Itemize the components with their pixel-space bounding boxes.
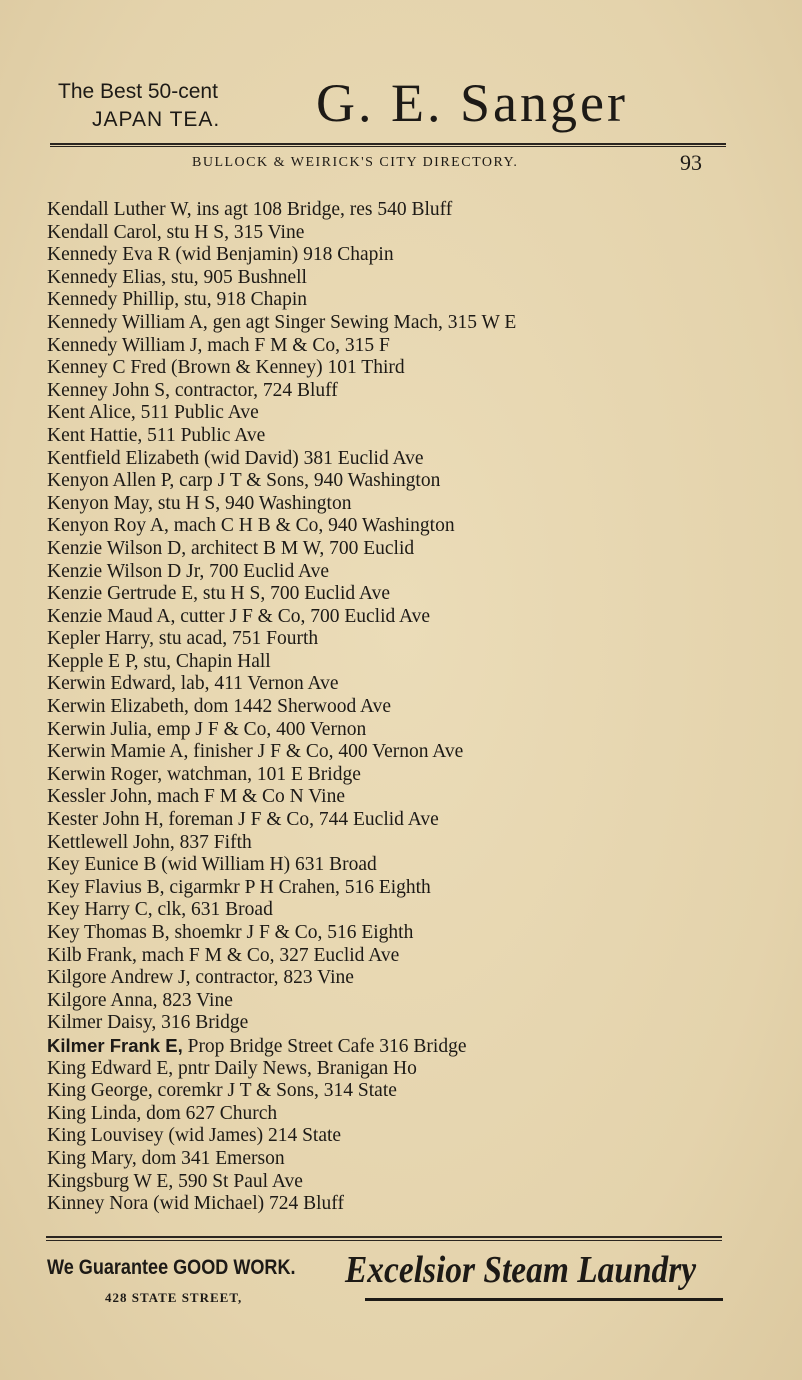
entry: Kenzie Wilson D Jr, 700 Euclid Ave [47, 560, 330, 582]
entry: Kilmer Daisy, 316 Bridge [47, 1012, 249, 1034]
entry: Kerwin Mamie A, finisher J F & Co, 400 Vernon Ave [47, 741, 464, 763]
ad-line-2: JAPAN TEA. [92, 108, 221, 131]
bold-entry [47, 1035, 767, 1058]
brand-name: G. E. Sanger [316, 73, 628, 133]
entry: Kettlewell John, 837 Fifth [47, 831, 252, 853]
ad-line-1: The Best 50-cent [58, 80, 218, 103]
entry: Kenzie Wilson D, architect B M W, 700 Euclid [47, 537, 415, 559]
entry: Kennedy William J, mach F M & Co, 315 F [47, 334, 390, 356]
footer-rule-thin [46, 1240, 722, 1241]
entry: Kent Alice, 511 Public Ave [47, 402, 259, 424]
entry: Kenyon Allen P, carp J T & Sons, 940 Washington [47, 470, 441, 492]
entry: Kennedy William A, gen agt Singer Sewing Mach, 315 W E [47, 311, 517, 333]
entry: King George, coremkr J T & Sons, 314 State [47, 1080, 397, 1102]
entry: Kenney C Fred (Brown & Kenney) 101 Third [47, 357, 405, 379]
entry: Kerwin Julia, emp J F & Co, 400 Vernon [47, 718, 367, 740]
entry: Kinney Nora (wid Michael) 724 Bluff [47, 1193, 344, 1215]
entry: Kilgore Andrew J, contractor, 823 Vine [47, 967, 354, 989]
street-address: 428 STATE STREET, [105, 1290, 243, 1305]
entry: Kepple E P, stu, Chapin Hall [47, 650, 271, 672]
entry: Kent Hattie, 511 Public Ave [47, 424, 266, 446]
entry: Kester John H, foreman J F & Co, 744 Euclid Ave [47, 809, 439, 831]
entry: Kennedy Elias, stu, 905 Bushnell [47, 266, 307, 288]
entry: Key Flavius B, cigarmkr P H Crahen, 516 Eighth [47, 876, 431, 898]
laundry-underline [365, 1298, 723, 1301]
page-number: 93 [680, 150, 702, 175]
entry: Kendall Luther W, ins agt 108 Bridge, res 540 Bluff [47, 199, 453, 220]
entry: Kennedy Eva R (wid Benjamin) 918 Chapin [47, 244, 394, 266]
entry: Key Harry C, clk, 631 Broad [47, 899, 273, 921]
entry: King Mary, dom 341 Emerson [47, 1147, 285, 1169]
bold-entry-name: Kilmer Frank E, [47, 1034, 183, 1056]
entry: King Linda, dom 627 Church [47, 1102, 278, 1124]
entry: Kerwin Elizabeth, dom 1442 Sherwood Ave [47, 696, 392, 718]
entry: King Louvisey (wid James) 214 State [47, 1125, 342, 1147]
entry: King Edward E, pntr Daily News, Branigan Ho [47, 1057, 417, 1079]
entry: Kenyon May, stu H S, 940 Washington [47, 492, 352, 514]
header-rule [50, 143, 726, 145]
entry: Kessler John, mach F M & Co N Vine [47, 786, 345, 808]
entry: Kennedy Phillip, stu, 918 Chapin [47, 289, 307, 311]
entry: Kingsburg W E, 590 St Paul Ave [47, 1170, 303, 1192]
bold-entry-rest: Prop Bridge Street Cafe 316 Bridge [182, 1035, 467, 1057]
entry: Kentfield Elizabeth (wid David) 381 Euclid Ave [47, 447, 424, 469]
entry: Key Eunice B (wid William H) 631 Broad [47, 854, 377, 876]
entry: Kilb Frank, mach F M & Co, 327 Euclid Ave [47, 944, 400, 966]
entry: Kenzie Gertrude E, stu H S, 700 Euclid Ave [47, 583, 390, 605]
entry: Kendall Carol, stu H S, 315 Vine [47, 221, 305, 243]
entry: Kenney John S, contractor, 724 Bluff [47, 379, 338, 401]
directory-entries [47, 199, 767, 1216]
running-title: BULLOCK & WEIRICK'S CITY DIRECTORY. [192, 155, 519, 170]
entry: Kepler Harry, stu acad, 751 Fourth [47, 628, 319, 650]
entry: Kenzie Maud A, cutter J F & Co, 700 Euclid Ave [47, 605, 431, 627]
entry: Key Thomas B, shoemkr J F & Co, 516 Eighth [47, 922, 414, 943]
footer-rule [46, 1236, 722, 1238]
header-rule-thin [50, 146, 726, 147]
guarantee-text: We Guarantee GOOD WORK. [47, 1256, 296, 1279]
laundry-name: Excelsior Steam Laundry [345, 1249, 697, 1291]
tea-advertisement [58, 73, 728, 142]
entry: Kerwin Edward, lab, 411 Vernon Ave [47, 673, 339, 695]
entry: Kenyon Roy A, mach C H B & Co, 940 Washington [47, 515, 455, 537]
entry: Kilgore Anna, 823 Vine [47, 989, 233, 1011]
entry: Kerwin Roger, watchman, 101 E Bridge [47, 763, 361, 785]
